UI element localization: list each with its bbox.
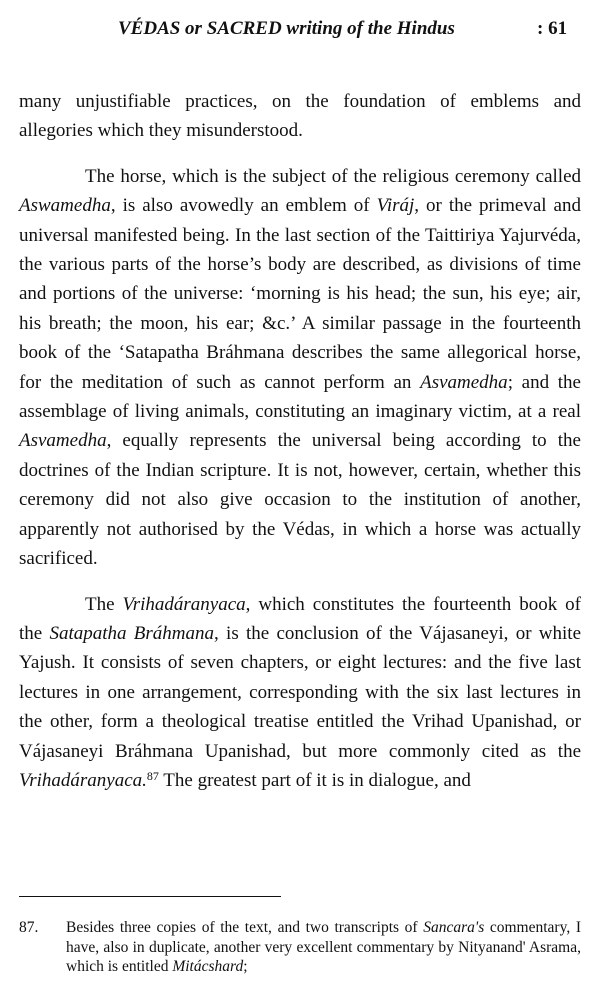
text-span: ; and the assemblage of living animals, constituting an imaginary victim, at a real (19, 371, 581, 423)
text-span: , or the primeval and universal manifested being. In the last section of the Taittiriya Yajurvéda, the various parts of the horse’s body are described, as divisions of time and portions of the universe: ‘morning is his head; the sun, his eye; air, his breath; the moon, his ear; &c.’ A similar passage in the fourteenth book of the ‘Satapatha Bráhmana describes the same allegorical horse, for the meditation of such as cannot perform an (19, 195, 581, 393)
text-span: Besides three copies of the text, and two transcripts of (66, 919, 424, 936)
italic-term: Sancara's (423, 919, 485, 936)
text-span: The (85, 593, 123, 615)
paragraph-3 (19, 590, 581, 796)
running-header (0, 18, 600, 48)
italic-term: Viráj (376, 195, 415, 217)
text-span: The greatest part of it is in dialogue, and (158, 769, 471, 791)
paragraph-2 (19, 162, 581, 574)
running-title: VÉDAS or SACRED writing of the Hindus (118, 18, 455, 39)
italic-term: Asvamedha (19, 430, 107, 452)
footnote-text (66, 918, 581, 977)
footnote-divider (19, 896, 281, 897)
italic-term: Vrihadáranyaca. (19, 769, 147, 791)
footnote-number: 87. (19, 919, 39, 936)
body-text (19, 87, 581, 795)
italic-term: Satapatha Bráhmana (49, 622, 215, 644)
text-span: , which constitutes the fourteenth book of the (19, 593, 581, 644)
text-span: commentary, I have, also in duplicate, another very excellent commentary by Nityanand' Asrama, which is entitled (66, 919, 582, 975)
text-span: , is also avowedly an emblem of (110, 195, 377, 217)
text-span: , is the conclusion of the Vájasaneyi, or white Yajush. It consists of seven chapters, or eight lectures: and the five last lectures in one arrangement, corresponding with the six last lectures in the other, form a theological treatise entitled the Vrihad Upanishad, or Vájasaneyi Bráhmana Upanishad, but more commonly cited as the (19, 622, 581, 762)
page-number: : 61 (537, 18, 568, 39)
footnote (19, 918, 581, 977)
text-span: The horse, which is the subject of the religious ceremony called (85, 165, 581, 187)
italic-term: Aswamedha (19, 195, 111, 217)
footnote-reference: 87 (146, 768, 159, 783)
text-span: ; (243, 958, 248, 975)
italic-term: Mitácshard (172, 958, 244, 975)
text-span: , equally represents the universal being according to the doctrines of the Indian scripture. It is not, however, certain, whether this ceremony did not also give occasion to the institution of another, apparently not authorised by the Védas, in which a horse was actually sacrificed. (19, 430, 581, 570)
italic-term: Vrihadáranyaca (122, 593, 246, 615)
italic-term: Asvamedha (420, 371, 508, 393)
paragraph-1: many unjustifiable practices, on the foundation of emblems and allegories which they misunderstood. (19, 91, 581, 142)
